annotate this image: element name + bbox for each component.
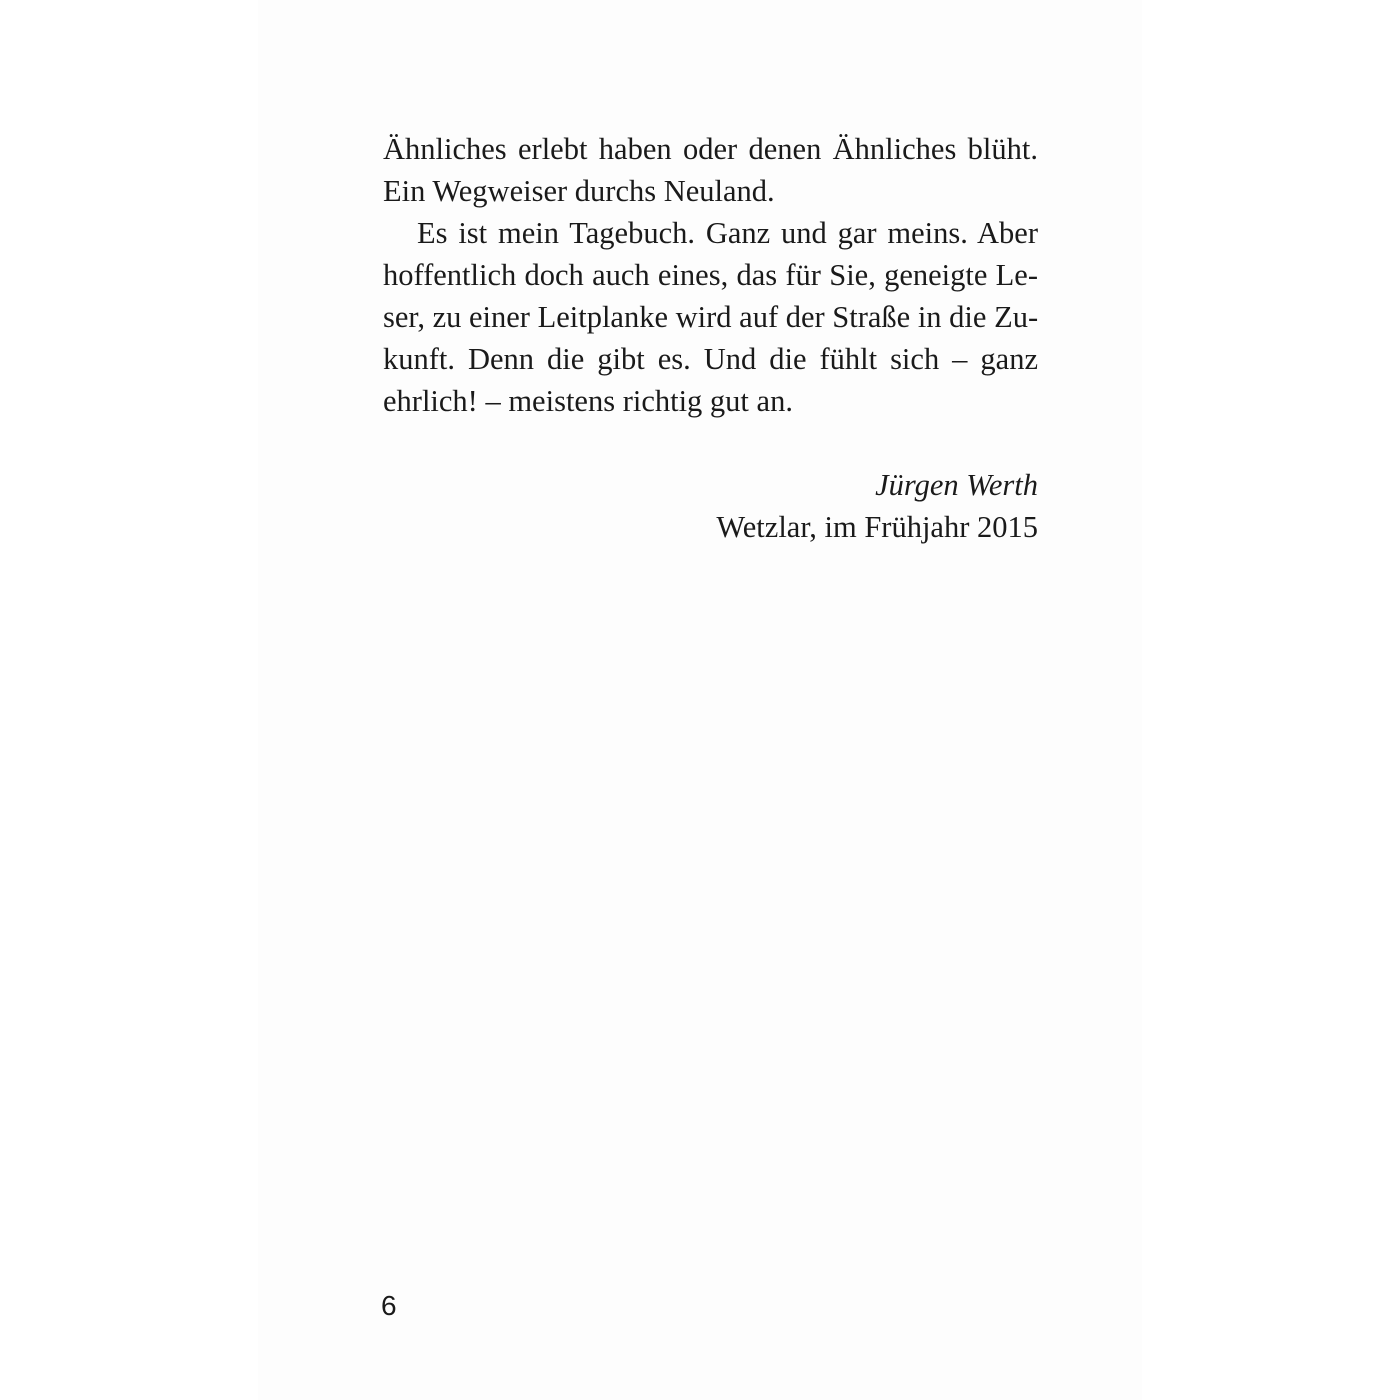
author-name: Jürgen Werth [875, 468, 1038, 502]
place-date: Wetzlar, im Frühjahr 2015 [716, 510, 1038, 544]
page-number: 6 [381, 1290, 397, 1321]
text-line: ser, zu einer Leitplanke wird auf der Straße in die Zu- [383, 300, 1039, 334]
signature-block [383, 464, 1038, 548]
text-line: Ein Wegweiser durchs Neuland. [383, 174, 775, 208]
text-line: hoffentlich doch auch eines, das für Sie, geneigte Le- [383, 258, 1038, 292]
text-line: Es ist mein Tagebuch. Ganz und gar meins. Aber [417, 216, 1038, 250]
body-text [383, 128, 1038, 422]
text-line: ehrlich! – meistens richtig gut an. [383, 384, 793, 418]
text-line: kunft. Denn die gibt es. Und die fühlt sich – ganz [383, 342, 1038, 376]
text-line: Ähnliches erlebt haben oder denen Ähnliches blüht. [383, 132, 1038, 166]
